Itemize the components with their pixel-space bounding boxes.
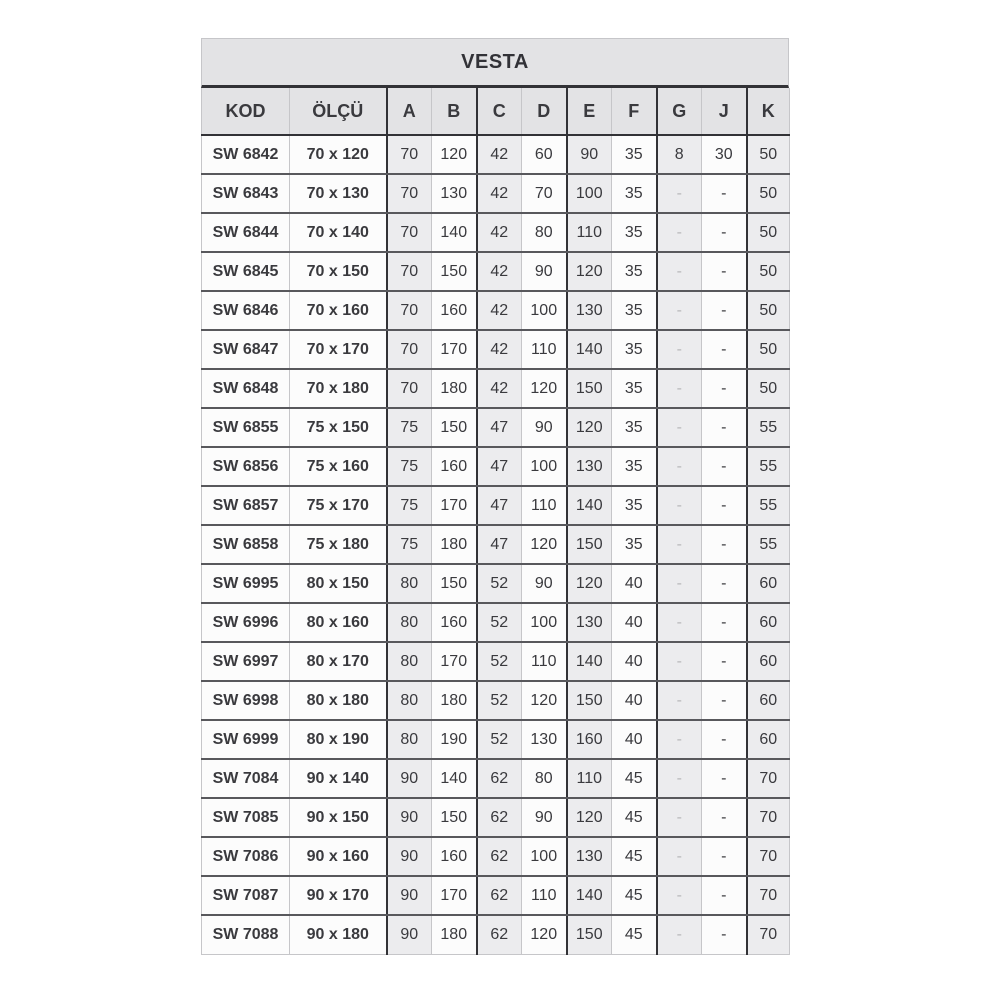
table-cell: - xyxy=(657,876,702,915)
table-cell: 50 xyxy=(747,135,790,174)
table-cell: - xyxy=(702,759,747,798)
table-cell: 120 xyxy=(522,681,567,720)
column-header-a: A xyxy=(387,88,432,135)
table-row xyxy=(202,642,790,681)
table-cell: 90 x 180 xyxy=(290,915,387,954)
table-cell: 110 xyxy=(522,876,567,915)
table-cell: 45 xyxy=(612,798,657,837)
table-cell: 120 xyxy=(567,798,612,837)
table-cell: 180 xyxy=(432,369,477,408)
table-cell: 75 x 160 xyxy=(290,447,387,486)
table-cell: - xyxy=(702,876,747,915)
table-cell: - xyxy=(657,681,702,720)
table-cell: SW 7088 xyxy=(202,915,290,954)
table-row xyxy=(202,135,790,174)
table-cell: 62 xyxy=(477,759,522,798)
table-row xyxy=(202,213,790,252)
table-cell: 35 xyxy=(612,252,657,291)
table-cell: 62 xyxy=(477,915,522,954)
table-cell: 47 xyxy=(477,525,522,564)
table-cell: 100 xyxy=(522,603,567,642)
table-cell: 35 xyxy=(612,486,657,525)
table-cell: 55 xyxy=(747,486,790,525)
table-cell: 70 xyxy=(387,213,432,252)
table-row xyxy=(202,330,790,369)
table-cell: SW 7087 xyxy=(202,876,290,915)
table-cell: 80 xyxy=(522,759,567,798)
table-cell: 150 xyxy=(432,798,477,837)
table-row xyxy=(202,408,790,447)
table-cell: 50 xyxy=(747,174,790,213)
table-cell: 52 xyxy=(477,681,522,720)
table-cell: 90 x 140 xyxy=(290,759,387,798)
table-cell: 120 xyxy=(567,252,612,291)
table-cell: - xyxy=(657,720,702,759)
table-cell: 90 xyxy=(522,798,567,837)
table-cell: 62 xyxy=(477,837,522,876)
table-cell: 80 x 180 xyxy=(290,681,387,720)
table-row xyxy=(202,915,790,954)
table-cell: SW 6856 xyxy=(202,447,290,486)
table-cell: 130 xyxy=(567,837,612,876)
table-cell: 55 xyxy=(747,525,790,564)
table-cell: 80 x 160 xyxy=(290,603,387,642)
table-row xyxy=(202,837,790,876)
table-cell: 90 xyxy=(387,798,432,837)
table-cell: SW 6997 xyxy=(202,642,290,681)
table-cell: 160 xyxy=(432,603,477,642)
table-cell: - xyxy=(657,369,702,408)
table-cell: 60 xyxy=(747,681,790,720)
table-cell: 60 xyxy=(747,642,790,681)
table-cell: 90 x 160 xyxy=(290,837,387,876)
table-row xyxy=(202,369,790,408)
table-cell: 70 x 170 xyxy=(290,330,387,369)
table-cell: 40 xyxy=(612,681,657,720)
table-cell: 100 xyxy=(522,837,567,876)
table-cell: SW 6857 xyxy=(202,486,290,525)
table-cell: 120 xyxy=(567,564,612,603)
table-cell: 80 x 170 xyxy=(290,642,387,681)
table-cell: 42 xyxy=(477,213,522,252)
table-cell: 70 xyxy=(747,759,790,798)
table-cell: 35 xyxy=(612,408,657,447)
table-cell: - xyxy=(702,720,747,759)
table-cell: SW 7084 xyxy=(202,759,290,798)
table-cell: 140 xyxy=(567,642,612,681)
table-cell: 110 xyxy=(522,330,567,369)
table-cell: - xyxy=(702,291,747,330)
table-cell: 8 xyxy=(657,135,702,174)
column-header-g: G xyxy=(657,88,702,135)
table-cell: 40 xyxy=(612,720,657,759)
table-cell: - xyxy=(702,252,747,291)
table-row xyxy=(202,564,790,603)
table-cell: 55 xyxy=(747,447,790,486)
table-row xyxy=(202,798,790,837)
table-cell: - xyxy=(657,759,702,798)
table-cell: 150 xyxy=(432,564,477,603)
table-cell: SW 6845 xyxy=(202,252,290,291)
table-row xyxy=(202,252,790,291)
table-title: VESTA xyxy=(201,38,789,88)
table-row xyxy=(202,525,790,564)
table-cell: 180 xyxy=(432,681,477,720)
table-cell: - xyxy=(657,798,702,837)
table-cell: 140 xyxy=(567,330,612,369)
table-cell: 80 x 150 xyxy=(290,564,387,603)
column-header-b: B xyxy=(432,88,477,135)
table-cell: 35 xyxy=(612,135,657,174)
table-cell: 110 xyxy=(567,759,612,798)
table-cell: 45 xyxy=(612,759,657,798)
table-cell: 130 xyxy=(567,603,612,642)
table-cell: 50 xyxy=(747,213,790,252)
table-cell: - xyxy=(702,369,747,408)
table-cell: 70 xyxy=(387,369,432,408)
table-cell: - xyxy=(702,486,747,525)
table-cell: - xyxy=(702,837,747,876)
table-cell: - xyxy=(657,486,702,525)
table-cell: 70 xyxy=(747,915,790,954)
table-cell: - xyxy=(657,642,702,681)
table-cell: 75 x 150 xyxy=(290,408,387,447)
table-cell: 90 x 150 xyxy=(290,798,387,837)
table-cell: 50 xyxy=(747,252,790,291)
table-cell: 75 xyxy=(387,408,432,447)
table-cell: 60 xyxy=(522,135,567,174)
table-cell: 160 xyxy=(567,720,612,759)
table-cell: 52 xyxy=(477,564,522,603)
table-cell: 50 xyxy=(747,369,790,408)
table-cell: 70 xyxy=(387,291,432,330)
table-cell: - xyxy=(657,564,702,603)
header-row xyxy=(202,88,790,135)
table-header xyxy=(202,88,790,135)
table-cell: 140 xyxy=(567,876,612,915)
table-cell: SW 6998 xyxy=(202,681,290,720)
table-cell: SW 7085 xyxy=(202,798,290,837)
table-cell: 100 xyxy=(567,174,612,213)
table-cell: 90 xyxy=(567,135,612,174)
table-cell: 80 xyxy=(522,213,567,252)
table-cell: 110 xyxy=(522,642,567,681)
table-cell: - xyxy=(702,330,747,369)
table-cell: 40 xyxy=(612,564,657,603)
column-header-e: E xyxy=(567,88,612,135)
table-row xyxy=(202,447,790,486)
table-cell: 180 xyxy=(432,525,477,564)
table-cell: 130 xyxy=(432,174,477,213)
vesta-size-table xyxy=(201,38,789,955)
table-row xyxy=(202,291,790,330)
column-header-ölçü: ÖLÇÜ xyxy=(290,88,387,135)
table-cell: 70 x 130 xyxy=(290,174,387,213)
table-cell: 90 xyxy=(387,759,432,798)
table-cell: 42 xyxy=(477,291,522,330)
table-cell: 70 xyxy=(522,174,567,213)
table-cell: 70 x 180 xyxy=(290,369,387,408)
table-cell: - xyxy=(657,447,702,486)
table-cell: 47 xyxy=(477,486,522,525)
table-cell: 75 x 180 xyxy=(290,525,387,564)
table-row xyxy=(202,174,790,213)
table-cell: 70 xyxy=(747,798,790,837)
table-cell: 45 xyxy=(612,876,657,915)
table-cell: - xyxy=(702,174,747,213)
table-cell: 150 xyxy=(432,408,477,447)
table-cell: 35 xyxy=(612,369,657,408)
table-cell: 150 xyxy=(567,369,612,408)
table-cell: 60 xyxy=(747,720,790,759)
table-cell: SW 6847 xyxy=(202,330,290,369)
table-cell: 110 xyxy=(522,486,567,525)
table-cell: 90 xyxy=(387,915,432,954)
table-cell: 40 xyxy=(612,603,657,642)
table-cell: 35 xyxy=(612,330,657,369)
table-cell: 30 xyxy=(702,135,747,174)
table-cell: 75 xyxy=(387,447,432,486)
table-cell: 70 xyxy=(747,876,790,915)
table-cell: SW 6855 xyxy=(202,408,290,447)
table-cell: 120 xyxy=(522,915,567,954)
table-cell: - xyxy=(702,447,747,486)
table-cell: 120 xyxy=(522,525,567,564)
table-cell: 160 xyxy=(432,447,477,486)
table-cell: 62 xyxy=(477,876,522,915)
table-cell: 70 x 140 xyxy=(290,213,387,252)
table-row xyxy=(202,486,790,525)
column-header-k: K xyxy=(747,88,790,135)
table-cell: 190 xyxy=(432,720,477,759)
table-cell: 80 xyxy=(387,642,432,681)
table-cell: 42 xyxy=(477,330,522,369)
column-header-j: J xyxy=(702,88,747,135)
table-cell: 50 xyxy=(747,330,790,369)
table-row xyxy=(202,720,790,759)
table-cell: - xyxy=(657,174,702,213)
table-cell: 42 xyxy=(477,174,522,213)
table-cell: 70 x 160 xyxy=(290,291,387,330)
table-cell: 80 x 190 xyxy=(290,720,387,759)
table-cell: 150 xyxy=(567,525,612,564)
column-header-f: F xyxy=(612,88,657,135)
table-cell: 180 xyxy=(432,915,477,954)
column-header-c: C xyxy=(477,88,522,135)
table-cell: 35 xyxy=(612,174,657,213)
size-table xyxy=(201,88,790,955)
table-cell: - xyxy=(702,564,747,603)
table-cell: 110 xyxy=(567,213,612,252)
table-cell: 70 xyxy=(387,174,432,213)
table-cell: 90 xyxy=(522,252,567,291)
table-cell: 70 xyxy=(387,330,432,369)
table-cell: 70 x 120 xyxy=(290,135,387,174)
table-row xyxy=(202,603,790,642)
table-cell: - xyxy=(657,213,702,252)
table-cell: - xyxy=(657,915,702,954)
table-cell: 40 xyxy=(612,642,657,681)
table-row xyxy=(202,681,790,720)
table-cell: 140 xyxy=(432,213,477,252)
table-cell: 90 xyxy=(522,408,567,447)
table-cell: 90 xyxy=(387,876,432,915)
table-cell: 42 xyxy=(477,252,522,291)
table-cell: SW 6842 xyxy=(202,135,290,174)
table-cell: 42 xyxy=(477,369,522,408)
table-cell: 80 xyxy=(387,564,432,603)
table-cell: 80 xyxy=(387,720,432,759)
table-cell: 80 xyxy=(387,681,432,720)
table-cell: 170 xyxy=(432,876,477,915)
table-cell: - xyxy=(657,603,702,642)
table-cell: 75 xyxy=(387,525,432,564)
table-cell: 42 xyxy=(477,135,522,174)
table-cell: 35 xyxy=(612,447,657,486)
table-cell: 45 xyxy=(612,915,657,954)
table-cell: SW 6996 xyxy=(202,603,290,642)
table-cell: 90 xyxy=(522,564,567,603)
table-cell: 130 xyxy=(567,447,612,486)
table-cell: 47 xyxy=(477,447,522,486)
table-cell: 170 xyxy=(432,642,477,681)
table-cell: 130 xyxy=(567,291,612,330)
table-cell: SW 6999 xyxy=(202,720,290,759)
table-cell: 60 xyxy=(747,603,790,642)
table-cell: - xyxy=(702,213,747,252)
table-cell: - xyxy=(702,681,747,720)
table-row xyxy=(202,759,790,798)
table-cell: 130 xyxy=(522,720,567,759)
table-cell: 170 xyxy=(432,330,477,369)
table-cell: 90 xyxy=(387,837,432,876)
table-cell: 150 xyxy=(432,252,477,291)
table-cell: 50 xyxy=(747,291,790,330)
table-cell: 170 xyxy=(432,486,477,525)
table-cell: 35 xyxy=(612,525,657,564)
table-cell: 120 xyxy=(567,408,612,447)
table-cell: - xyxy=(657,291,702,330)
column-header-d: D xyxy=(522,88,567,135)
table-cell: 47 xyxy=(477,408,522,447)
table-cell: SW 6995 xyxy=(202,564,290,603)
table-body xyxy=(202,135,790,954)
table-cell: 90 x 170 xyxy=(290,876,387,915)
table-cell: 52 xyxy=(477,720,522,759)
table-cell: - xyxy=(657,837,702,876)
table-cell: 45 xyxy=(612,837,657,876)
table-cell: 75 xyxy=(387,486,432,525)
table-cell: 70 xyxy=(747,837,790,876)
table-cell: SW 6843 xyxy=(202,174,290,213)
table-cell: 150 xyxy=(567,681,612,720)
table-cell: 55 xyxy=(747,408,790,447)
table-cell: 120 xyxy=(432,135,477,174)
table-cell: 35 xyxy=(612,291,657,330)
table-cell: 100 xyxy=(522,291,567,330)
table-cell: - xyxy=(702,525,747,564)
table-cell: 70 xyxy=(387,252,432,291)
table-cell: 80 xyxy=(387,603,432,642)
table-cell: 160 xyxy=(432,837,477,876)
table-cell: - xyxy=(702,642,747,681)
table-cell: 160 xyxy=(432,291,477,330)
table-cell: SW 6848 xyxy=(202,369,290,408)
table-cell: SW 7086 xyxy=(202,837,290,876)
table-cell: 62 xyxy=(477,798,522,837)
table-cell: 120 xyxy=(522,369,567,408)
table-row xyxy=(202,876,790,915)
table-cell: 52 xyxy=(477,642,522,681)
table-cell: - xyxy=(657,330,702,369)
table-cell: 150 xyxy=(567,915,612,954)
table-cell: - xyxy=(702,408,747,447)
table-cell: 140 xyxy=(432,759,477,798)
table-cell: - xyxy=(702,798,747,837)
table-cell: SW 6844 xyxy=(202,213,290,252)
table-cell: 140 xyxy=(567,486,612,525)
table-cell: SW 6846 xyxy=(202,291,290,330)
table-cell: 70 xyxy=(387,135,432,174)
table-cell: 60 xyxy=(747,564,790,603)
table-cell: - xyxy=(657,525,702,564)
table-cell: 35 xyxy=(612,213,657,252)
table-cell: 100 xyxy=(522,447,567,486)
table-cell: 75 x 170 xyxy=(290,486,387,525)
table-cell: - xyxy=(702,603,747,642)
table-cell: - xyxy=(702,915,747,954)
table-cell: 70 x 150 xyxy=(290,252,387,291)
column-header-kod: KOD xyxy=(202,88,290,135)
table-cell: - xyxy=(657,408,702,447)
table-cell: SW 6858 xyxy=(202,525,290,564)
table-cell: - xyxy=(657,252,702,291)
table-cell: 52 xyxy=(477,603,522,642)
